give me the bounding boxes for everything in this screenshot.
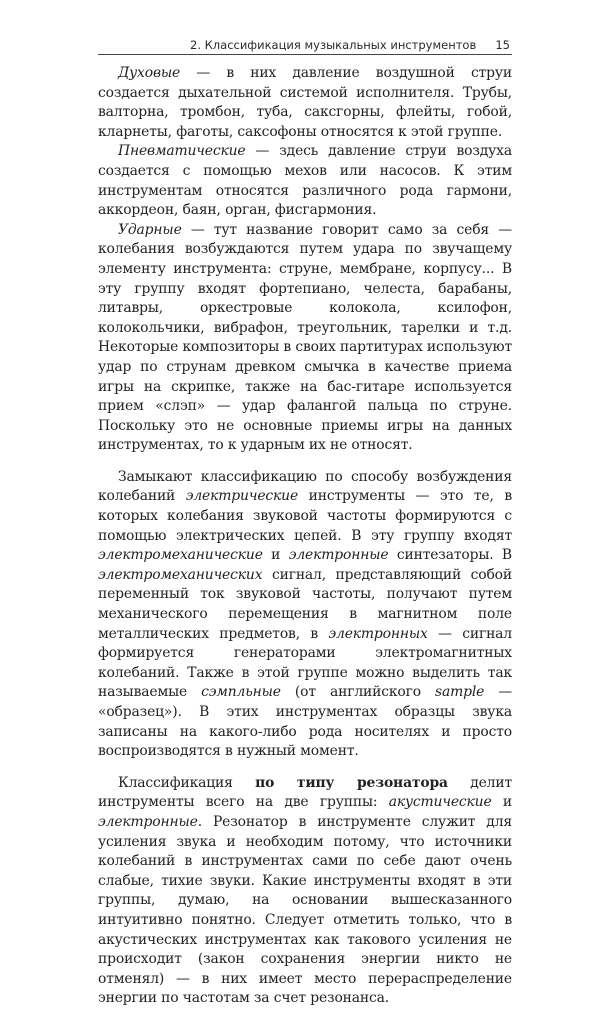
term-resonator: по типу резонатора <box>255 774 448 791</box>
paragraph-wind: Духовые — в них давление воздушной струи создается дыхательной системой исполнителя. Трубы, валторна, тромбон, туба, саксгорны, флейты, гобой, кларнеты, фаготы, саксофоны относятся к этой группе. <box>98 65 512 140</box>
body-text <box>98 64 512 1009</box>
paragraph-gap <box>98 762 512 774</box>
header-rule <box>98 54 512 55</box>
paragraph-resonator: Классификация по типу резонатора делит инструменты всего на две группы: акустические и электронные. Резонатор в инструменте служит для усиления звука и необходим потому, что источники колебаний в инструментах сами по себе дают очень слабые, тихие звуки. Какие инструменты входят в эти группы, думаю, на основании вышесказанного интуитивно понятно. Следует отметить только, что в акустических инструментах как такового усиления не происходит (закон сохранения энергии никто не отменял) — в них имеет место перераспределение энергии по частотам за счет резонанса. <box>98 774 513 1007</box>
term-wind: Духовые <box>118 65 181 81</box>
page-number: 15 <box>495 38 510 52</box>
paragraph-electric: Замыкают классификацию по способу возбуждения колебаний электрические инструменты — это те, в которых колебания звуковой частоты формируются с помощью электрических цепей. В эту группу входят электромеханические и электронные синтезаторы. В электромеханических сигнал, представляющий собой переменный ток звуковой частоты, получают путем механического перемещения в магнитном поле металлических предметов, в электронных — сигнал формируется генераторами электромагнитных колебаний. Также в этой группе можно выделить так называемые сэмпльные (от английского sample — «образец»). В этих инструментах образцы звука записаны на какого-либо рода носителях и просто воспроизводятся в нужный момент. <box>98 468 512 760</box>
term-percussion: Ударные <box>118 221 182 238</box>
term-pneumatic: Пневматические <box>118 143 246 160</box>
running-header <box>98 34 510 52</box>
chapter-title: 2. Классификация музыкальных инструментов <box>190 38 477 52</box>
paragraph-pneumatic: Пневматические — здесь давление струи воздуха создается с помощью мехов или насосов. К этим инструментам относятся различного рода гармони, аккордеон, баян, орган, фисгармония. <box>98 143 512 219</box>
paragraph-percussion: Ударные — тут название говорит само за себя — колебания возбуждаются путем удара по звучащему элементу инструмента: струне, мембране, корпусу... В эту группу входят фортепиано, челеста, барабаны, литавры, оркестровые колокола, ксилофон, колокольчики, вибрафон, треугольник, тарелки и т.д. Некоторые композиторы в своих партитурах используют удар по струнам древком смычка в качестве приема игры на скрипке, также на бас-гитаре используется прием «слэп» — удар фалангой пальца по струне. Поскольку это не основные приемы игры на данных инструментах, то к ударным их не относят. <box>98 221 513 454</box>
paragraph-gap <box>98 456 512 468</box>
